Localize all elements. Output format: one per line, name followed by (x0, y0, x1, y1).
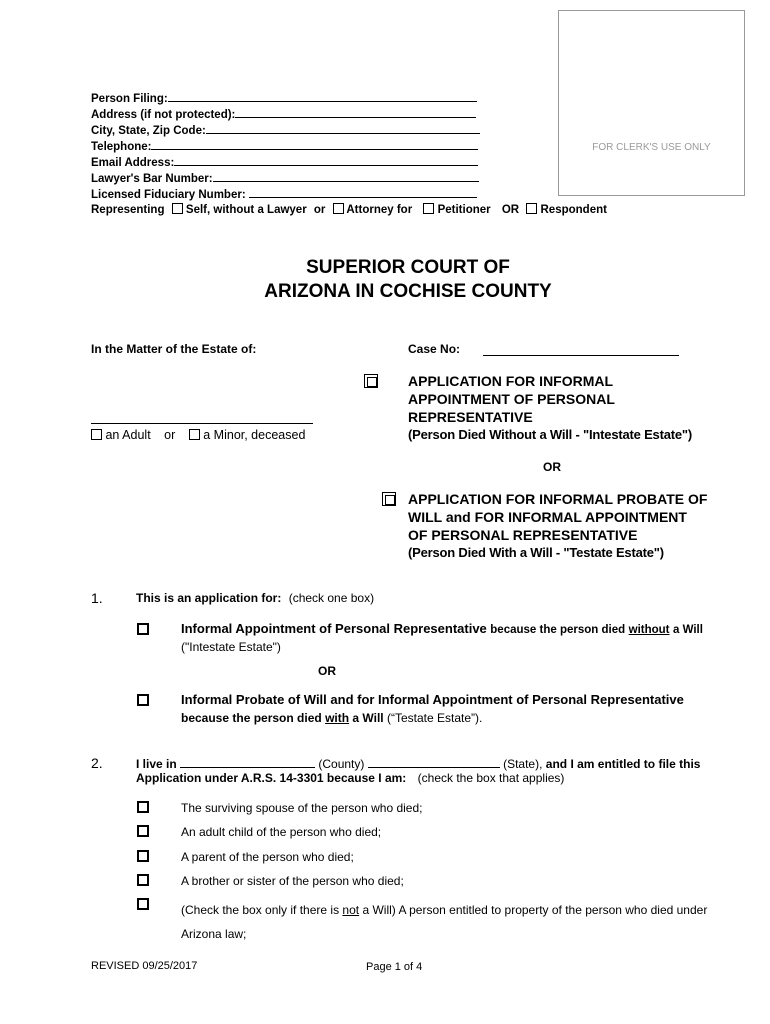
state-field[interactable] (368, 756, 500, 768)
revised-date: REVISED 09/25/2017 (91, 960, 198, 972)
telephone-label: Telephone: (91, 141, 152, 153)
court-title-line2: ARIZONA IN COCHISE COUNTY (264, 281, 552, 302)
email-label: Email Address: (91, 157, 175, 169)
section-2-hint: (check the box that applies) (417, 771, 565, 785)
city-state-zip-row (91, 122, 480, 137)
parent-label: A parent of the person who died; (181, 850, 354, 864)
testate-option-pre: because the person died (181, 711, 322, 725)
intestate-subtitle: (Person Died Without a Will - "Intestate Estate") (408, 427, 692, 442)
entitled-text: and I am entitled to file this (545, 757, 701, 771)
testate-option-mid: a Will (352, 711, 384, 725)
clerk-use-box (558, 10, 745, 196)
attorney-label: Attorney for (346, 204, 413, 216)
fiduciary-number-row (91, 186, 477, 201)
petitioner-label: Petitioner (437, 204, 491, 216)
intestate-option-end: a Will (672, 624, 703, 636)
intestate-option-text (181, 620, 703, 656)
heir-label (181, 898, 707, 946)
section-1-hint: (check one box) (288, 591, 375, 605)
intestate-option-line2: ("Intestate Estate") (181, 640, 281, 654)
clerk-use-label: FOR CLERK'S USE ONLY (592, 142, 711, 153)
intestate-option-bold: Informal Appointment of Personal Representative (181, 621, 487, 636)
parent-checkbox[interactable] (137, 850, 149, 862)
bar-number-label: Lawyer's Bar Number: (91, 173, 213, 185)
case-no-label: Case No: (408, 342, 461, 356)
testate-option-text (181, 691, 684, 727)
live-in-label: I live in (136, 757, 177, 771)
state-label: (State), (503, 757, 543, 771)
testate-application-checkbox[interactable] (382, 492, 396, 506)
self-label: Self, without a Lawyer (185, 204, 307, 216)
section-2-number: 2. (91, 755, 103, 771)
adult-label: an Adult (105, 428, 151, 442)
minor-label: a Minor, deceased (203, 428, 306, 442)
intestate-title-line2: APPOINTMENT OF PERSONAL (408, 391, 615, 407)
case-no-field[interactable] (483, 355, 679, 356)
court-title (0, 256, 770, 304)
fiduciary-number-field[interactable] (249, 186, 477, 198)
matter-label: In the Matter of the Estate of: (91, 342, 257, 356)
section-1-or: OR (318, 664, 336, 678)
intestate-application-title (408, 372, 692, 444)
spouse-label: The surviving spouse of the person who died; (181, 801, 423, 815)
respondent-label: Respondent (540, 204, 607, 216)
county-field[interactable] (180, 756, 315, 768)
representing-row (91, 203, 607, 218)
telephone-row (91, 138, 478, 153)
person-filing-row (91, 90, 477, 105)
intestate-title-line1: APPLICATION FOR INFORMAL (408, 373, 614, 389)
testate-option-checkbox[interactable] (137, 694, 149, 706)
adult-checkbox[interactable] (91, 429, 102, 440)
adult-child-label: An adult child of the person who died; (181, 825, 382, 839)
ars-text: Application under A.R.S. 14-3301 because I am: (136, 771, 407, 785)
respondent-checkbox[interactable] (526, 203, 537, 214)
testate-title-line3: OF PERSONAL REPRESENTATIVE (408, 527, 638, 543)
decedent-name-field[interactable] (91, 423, 313, 424)
email-field[interactable] (174, 154, 478, 166)
testate-title-line1: APPLICATION FOR INFORMAL PROBATE OF (408, 491, 708, 507)
page-number: Page 1 of 4 (366, 961, 423, 973)
testate-title-line2: WILL and FOR INFORMAL APPOINTMENT (408, 509, 687, 525)
self-checkbox[interactable] (172, 203, 183, 214)
intestate-option-checkbox[interactable] (137, 623, 149, 635)
intestate-title-line3: REPRESENTATIVE (408, 409, 533, 425)
city-state-zip-field[interactable] (206, 122, 480, 134)
minor-checkbox[interactable] (189, 429, 200, 440)
testate-option-end: (“Testate Estate”). (386, 711, 483, 725)
county-label: (County) (318, 757, 365, 771)
bar-number-row (91, 170, 479, 185)
attorney-checkbox[interactable] (333, 203, 344, 214)
adult-minor-row (91, 428, 305, 442)
heir-line2: Arizona law; (181, 927, 247, 941)
representing-label: Representing (91, 204, 165, 216)
email-row (91, 154, 478, 169)
bar-number-field[interactable] (213, 170, 479, 182)
court-title-line1: SUPERIOR COURT OF (306, 257, 510, 278)
or-text-3: or (164, 428, 176, 442)
heir-checkbox[interactable] (137, 898, 149, 910)
section-1-lead: This is an application for: (136, 591, 282, 605)
section-1-lead-row (136, 591, 374, 605)
testate-application-title (408, 490, 707, 562)
applications-or: OR (543, 460, 561, 474)
section-1-number: 1. (91, 590, 103, 606)
heir-pre: (Check the box only if there is (181, 903, 340, 917)
address-field[interactable] (235, 106, 476, 118)
intestate-option-mid: because the person died (490, 624, 626, 636)
petitioner-checkbox[interactable] (423, 203, 434, 214)
person-filing-label: Person Filing: (91, 93, 168, 105)
intestate-option-without: without (628, 624, 670, 636)
or-text: or (313, 204, 326, 216)
testate-option-with: with (325, 711, 350, 725)
person-filing-field[interactable] (168, 90, 477, 102)
testate-subtitle: (Person Died With a Will - "Testate Estate") (408, 545, 664, 560)
intestate-application-checkbox[interactable] (364, 374, 378, 388)
telephone-field[interactable] (151, 138, 478, 150)
spouse-checkbox[interactable] (137, 801, 149, 813)
address-label: Address (if not protected): (91, 109, 236, 121)
fiduciary-number-label: Licensed Fiduciary Number: (91, 189, 246, 201)
testate-option-bold: Informal Probate of Will and for Informal Appointment of Personal Representative (181, 692, 684, 707)
heir-post: a Will) A person entitled to property of the person who died under (362, 903, 708, 917)
sibling-checkbox[interactable] (137, 874, 149, 886)
city-state-zip-label: City, State, Zip Code: (91, 125, 206, 137)
heir-not: not (342, 903, 360, 917)
section-2-line2 (136, 771, 564, 785)
or-text-2: OR (501, 204, 520, 216)
address-row (91, 106, 476, 121)
section-2-line1 (136, 756, 700, 771)
adult-child-checkbox[interactable] (137, 825, 149, 837)
sibling-label: A brother or sister of the person who died; (181, 874, 404, 888)
